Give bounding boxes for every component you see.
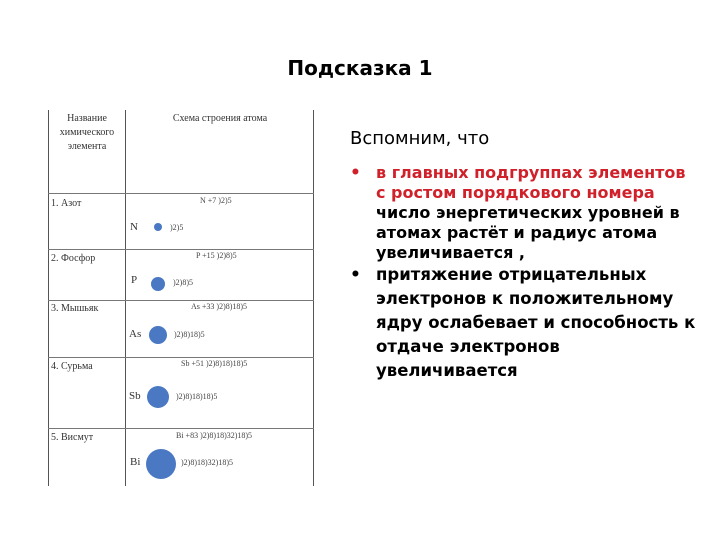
formula-bismuth: Bi +83 )2)8)18)32)18)5 <box>176 431 253 440</box>
bullet-list <box>348 163 698 383</box>
slide-title: Подсказка 1 <box>287 56 433 80</box>
lead-text: Вспомним, что <box>350 128 490 149</box>
element-name-nitrogen: 1. Азот <box>51 198 82 209</box>
formula-phosphorus: P +15 )2)8)5 <box>196 251 237 260</box>
element-name-bismuth: 5. Висмут <box>51 432 94 443</box>
bullet-item-1 <box>348 163 698 263</box>
bullet-dot-icon: • <box>350 265 361 285</box>
symbol-bismuth: Bi <box>130 456 141 468</box>
row-divider <box>48 193 314 194</box>
header-atom-scheme: Схема строения атома <box>172 113 268 124</box>
shells-antimony: )2)8)18)18)5 <box>176 392 218 401</box>
row-divider <box>48 249 314 250</box>
phosphorus-atom <box>151 277 165 291</box>
table-border-left <box>48 110 49 486</box>
bullet-dot-icon: • <box>350 163 361 183</box>
symbol-arsenic: As <box>129 328 142 340</box>
bullet1-red-text: в главных подгруппах элементов с ростом порядкового номера <box>376 163 686 202</box>
antimony-atom <box>147 386 169 408</box>
atom-structure-table <box>48 110 314 486</box>
arsenic-atom <box>149 326 167 344</box>
element-name-arsenic: 3. Мышьяк <box>51 303 99 314</box>
formula-nitrogen: N +7 )2)5 <box>200 196 232 205</box>
row-divider <box>48 428 314 429</box>
formula-antimony: Sb +51 )2)8)18)18)5 <box>181 359 248 368</box>
table-divider <box>125 110 126 486</box>
element-name-antimony: 4. Сурьма <box>51 361 93 372</box>
header-element-name: Название химического элемента <box>59 113 115 152</box>
symbol-phosphorus: P <box>131 274 138 286</box>
symbol-antimony: Sb <box>129 390 141 402</box>
row-divider <box>48 357 314 358</box>
symbol-nitrogen: N <box>130 221 138 233</box>
shells-phosphorus: )2)8)5 <box>173 278 193 287</box>
shells-bismuth: )2)8)18)32)18)5 <box>181 458 233 467</box>
bismuth-atom <box>146 449 176 479</box>
table-border-right <box>313 110 314 486</box>
row-divider <box>48 300 314 301</box>
shells-nitrogen: )2)5 <box>170 223 184 232</box>
bullet2-text: притяжение отрицательных электронов к положительному ядру ослабевает и способность к отдаче электронов увеличивается <box>376 265 696 380</box>
element-name-phosphorus: 2. Фосфор <box>51 253 96 264</box>
bullet-item-2 <box>348 263 698 383</box>
formula-arsenic: As +33 )2)8)18)5 <box>191 302 248 311</box>
nitrogen-atom <box>154 223 162 231</box>
bullet1-black-text: число энергетических уровней в атомах растёт и радиус атома увеличивается , <box>376 203 680 262</box>
shells-arsenic: )2)8)18)5 <box>174 330 205 339</box>
